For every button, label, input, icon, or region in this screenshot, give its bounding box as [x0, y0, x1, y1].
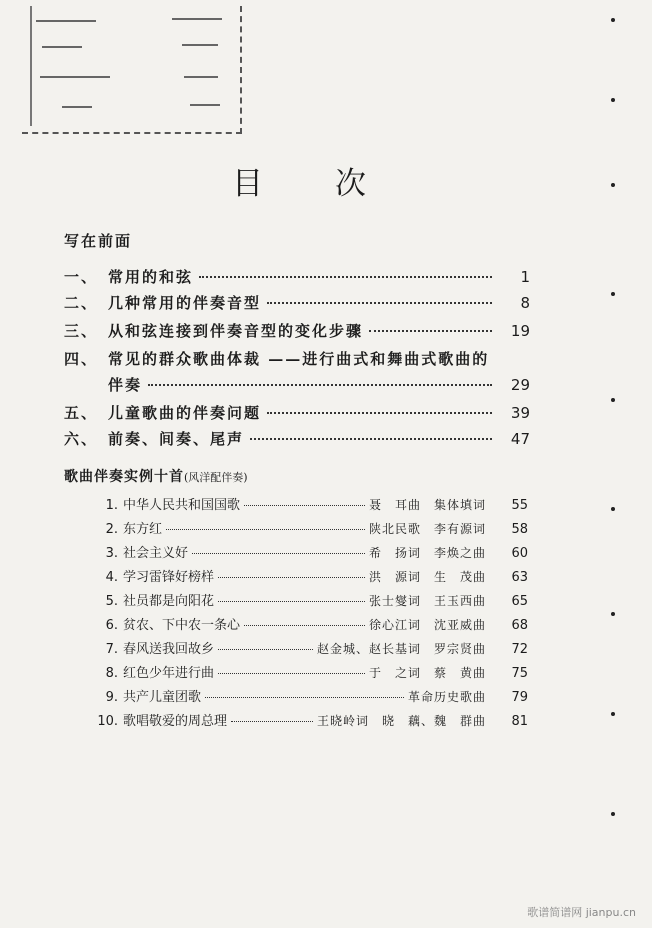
- toc-row[interactable]: [64, 428, 530, 450]
- song-title: 东方红: [123, 522, 163, 537]
- song-num: 6.: [105, 618, 118, 633]
- leader-dots: [244, 625, 365, 626]
- leader-dots: [148, 384, 492, 386]
- song-credit: 王晓岭词 晓 藕、魏 群曲: [316, 714, 486, 728]
- song-title: 社会主义好: [123, 546, 189, 561]
- toc-num: 四、: [64, 350, 99, 368]
- song-num: 1.: [105, 498, 118, 513]
- margin-dot: [611, 98, 615, 102]
- toc-num: 三、: [64, 322, 99, 340]
- page-title: [0, 158, 600, 203]
- song-credit: 徐心江词 沈亚威曲: [368, 618, 486, 632]
- song-page: 60: [511, 546, 528, 561]
- margin-dot: [611, 292, 615, 296]
- song-credit: 张士燮词 王玉西曲: [368, 594, 486, 608]
- toc-num: 一、: [64, 268, 99, 286]
- title-char: 次: [335, 166, 368, 202]
- margin-dot: [611, 812, 615, 816]
- margin-dot: [611, 18, 615, 22]
- song-entry[interactable]: [88, 686, 528, 706]
- song-credit: 革命历史歌曲: [407, 690, 486, 704]
- songs-heading-text: 歌曲伴奏实例十首: [64, 469, 184, 485]
- toc-text: 几种常用的伴奏音型: [108, 294, 262, 312]
- toc-text: 伴奏: [108, 376, 143, 394]
- song-page: 63: [511, 570, 528, 585]
- leader-dots: [231, 721, 313, 722]
- song-credit: 陕北民歌 李有源词: [368, 522, 486, 536]
- song-page: 79: [511, 690, 528, 705]
- leader-dots: [192, 553, 365, 554]
- song-title: 中华人民共和国国歌: [123, 498, 241, 513]
- leader-dots: [218, 649, 313, 650]
- toc-num: 五、: [64, 404, 99, 422]
- leader-dots: [199, 276, 492, 278]
- song-num: 2.: [105, 522, 118, 537]
- toc-page: 8: [520, 294, 530, 312]
- margin-dot: [611, 398, 615, 402]
- margin-dot: [611, 183, 615, 187]
- margin-dot: [611, 612, 615, 616]
- toc-num: 六、: [64, 430, 99, 448]
- song-page: 58: [511, 522, 528, 537]
- toc-row[interactable]: [64, 292, 530, 314]
- preface-heading: 写在前面: [64, 232, 133, 250]
- songs-heading-note: (风洋配伴奏): [184, 471, 248, 484]
- song-entry[interactable]: [88, 638, 528, 658]
- song-num: 5.: [105, 594, 118, 609]
- margin-dot: [611, 712, 615, 716]
- song-title: 贫农、下中农一条心: [123, 618, 241, 633]
- songs-heading: [64, 466, 248, 486]
- song-title: 春风送我回故乡: [123, 642, 215, 657]
- leader-dots: [369, 330, 492, 332]
- toc-text: 常用的和弦: [108, 268, 194, 286]
- toc-row[interactable]: [64, 402, 530, 424]
- toc-row[interactable]: [64, 320, 530, 342]
- toc-num: 二、: [64, 294, 99, 312]
- toc-page: 47: [510, 430, 530, 448]
- margin-dot: [611, 507, 615, 511]
- toc-page: 19: [510, 322, 530, 340]
- song-num: 3.: [105, 546, 118, 561]
- leader-dots: [244, 505, 365, 506]
- song-entry[interactable]: [88, 518, 528, 538]
- leader-dots: [218, 577, 365, 578]
- toc-text: 常见的群众歌曲体裁 ——进行曲式和舞曲式歌曲的: [108, 350, 490, 368]
- song-entry[interactable]: [88, 662, 528, 682]
- song-title: 学习雷锋好榜样: [123, 570, 215, 585]
- leader-dots: [166, 529, 365, 530]
- song-title: 红色少年进行曲: [123, 666, 215, 681]
- song-page: 55: [511, 498, 528, 513]
- song-credit: 于 之词 蔡 黄曲: [368, 666, 486, 680]
- toc-text: 儿童歌曲的伴奏问题: [108, 404, 262, 422]
- toc-row[interactable]: [64, 374, 530, 396]
- toc-row[interactable]: [64, 266, 530, 288]
- song-entry[interactable]: [88, 590, 528, 610]
- song-credit: 希 扬词 李焕之曲: [368, 546, 486, 560]
- song-credit: 聂 耳曲 集体填词: [368, 498, 486, 512]
- title-char: 目: [232, 166, 265, 202]
- song-page: 72: [511, 642, 528, 657]
- song-num: 4.: [105, 570, 118, 585]
- library-stamp: [22, 6, 242, 134]
- song-credit: 洪 源词 生 茂曲: [368, 570, 486, 584]
- toc-text: 前奏、间奏、尾声: [108, 430, 245, 448]
- site-watermark: 歌谱简谱网 jianpu.cn: [527, 906, 636, 919]
- song-title: 歌唱敬爱的周总理: [123, 714, 228, 729]
- song-entry[interactable]: [88, 710, 528, 730]
- song-page: 65: [511, 594, 528, 609]
- song-page: 81: [511, 714, 528, 729]
- song-credit: 赵金城、赵长基词 罗宗贤曲: [316, 642, 486, 656]
- song-page: 75: [511, 666, 528, 681]
- toc-row[interactable]: [64, 348, 530, 370]
- song-num: 9.: [105, 690, 118, 705]
- toc-page: 1: [520, 268, 530, 286]
- song-entry[interactable]: [88, 614, 528, 634]
- song-num: 7.: [105, 642, 118, 657]
- leader-dots: [267, 302, 492, 304]
- toc-page: 29: [510, 376, 530, 394]
- song-entry[interactable]: [88, 494, 528, 514]
- leader-dots: [218, 601, 365, 602]
- leader-dots: [267, 412, 492, 414]
- song-entry[interactable]: [88, 566, 528, 586]
- toc-text: 从和弦连接到伴奏音型的变化步骤: [108, 322, 364, 340]
- leader-dots: [205, 697, 404, 698]
- song-entry[interactable]: [88, 542, 528, 562]
- leader-dots: [218, 673, 365, 674]
- song-num: 10.: [97, 714, 118, 729]
- song-num: 8.: [105, 666, 118, 681]
- song-title: 社员都是向阳花: [123, 594, 215, 609]
- leader-dots: [250, 438, 492, 440]
- song-title: 共产儿童团歌: [123, 690, 202, 705]
- toc-page: 39: [510, 404, 530, 422]
- song-page: 68: [511, 618, 528, 633]
